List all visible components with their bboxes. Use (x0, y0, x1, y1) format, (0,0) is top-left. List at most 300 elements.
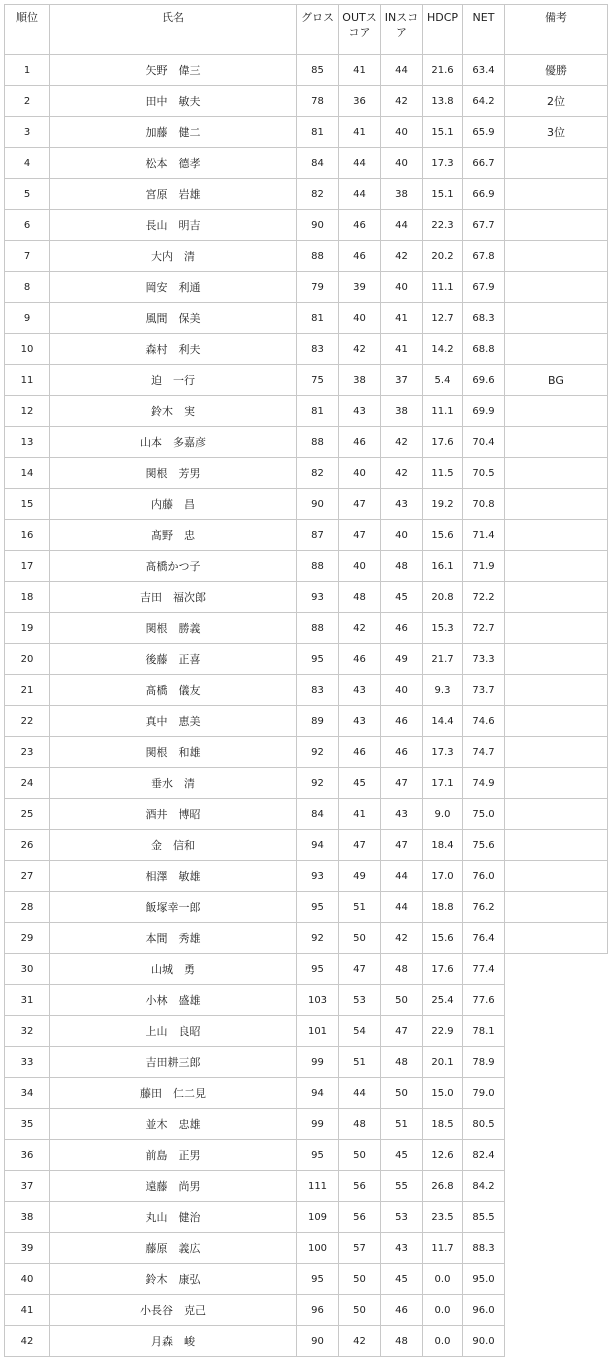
table-row (5, 861, 608, 892)
table-row (5, 830, 608, 861)
name-cell: 鈴木 康弘 (50, 1264, 297, 1295)
header-net: NET (463, 5, 505, 55)
table-row (5, 241, 608, 272)
out-score-cell: 47 (339, 830, 381, 861)
rank-cell: 21 (5, 675, 50, 706)
note-cell (505, 272, 608, 303)
in-score-cell: 48 (381, 1326, 423, 1357)
in-score-cell: 45 (381, 1140, 423, 1171)
out-score-cell: 39 (339, 272, 381, 303)
note-cell (505, 241, 608, 272)
out-score-cell: 50 (339, 1140, 381, 1171)
net-cell: 70.4 (463, 427, 505, 458)
net-cell: 77.4 (463, 954, 505, 985)
out-score-cell: 46 (339, 427, 381, 458)
rank-cell: 16 (5, 520, 50, 551)
in-score-cell: 50 (381, 1078, 423, 1109)
net-cell: 76.0 (463, 861, 505, 892)
rank-cell: 12 (5, 396, 50, 427)
name-cell: 小長谷 克己 (50, 1295, 297, 1326)
name-cell: 髙橋 儀友 (50, 675, 297, 706)
rank-cell: 34 (5, 1078, 50, 1109)
rank-cell: 28 (5, 892, 50, 923)
in-score-cell: 48 (381, 551, 423, 582)
hdcp-cell: 9.0 (423, 799, 463, 830)
out-score-cell: 44 (339, 1078, 381, 1109)
rank-cell: 6 (5, 210, 50, 241)
table-row (5, 210, 608, 241)
out-score-cell: 42 (339, 1326, 381, 1357)
rank-cell: 36 (5, 1140, 50, 1171)
hdcp-cell: 15.6 (423, 923, 463, 954)
out-score-cell: 47 (339, 489, 381, 520)
rank-cell: 17 (5, 551, 50, 582)
table-row (5, 768, 608, 799)
net-cell: 67.9 (463, 272, 505, 303)
gross-cell: 78 (297, 86, 339, 117)
net-cell: 96.0 (463, 1295, 505, 1326)
hdcp-cell: 12.6 (423, 1140, 463, 1171)
gross-cell: 96 (297, 1295, 339, 1326)
net-cell: 76.4 (463, 923, 505, 954)
note-cell (505, 861, 608, 892)
net-cell: 82.4 (463, 1140, 505, 1171)
out-score-cell: 50 (339, 1264, 381, 1295)
gross-cell: 101 (297, 1016, 339, 1047)
hdcp-cell: 26.8 (423, 1171, 463, 1202)
table-row (5, 675, 608, 706)
in-score-cell: 41 (381, 303, 423, 334)
note-cell (505, 1078, 608, 1109)
table-row (5, 520, 608, 551)
note-cell (505, 1047, 608, 1078)
note-cell (505, 1109, 608, 1140)
note-cell (505, 923, 608, 954)
table-row (5, 272, 608, 303)
name-cell: 山本 多嘉彦 (50, 427, 297, 458)
rank-cell: 35 (5, 1109, 50, 1140)
note-cell (505, 954, 608, 985)
hdcp-cell: 9.3 (423, 675, 463, 706)
in-score-cell: 45 (381, 1264, 423, 1295)
gross-cell: 94 (297, 830, 339, 861)
gross-cell: 100 (297, 1233, 339, 1264)
rank-cell: 18 (5, 582, 50, 613)
note-cell (505, 1295, 608, 1326)
out-score-cell: 40 (339, 551, 381, 582)
rank-cell: 3 (5, 117, 50, 148)
table-row (5, 1109, 608, 1140)
table-row (5, 985, 608, 1016)
net-cell: 66.9 (463, 179, 505, 210)
net-cell: 73.7 (463, 675, 505, 706)
note-cell (505, 1326, 608, 1357)
hdcp-cell: 17.6 (423, 954, 463, 985)
gross-cell: 82 (297, 458, 339, 489)
results-body (5, 55, 608, 1357)
name-cell: 鈴木 実 (50, 396, 297, 427)
out-score-cell: 46 (339, 737, 381, 768)
gross-cell: 95 (297, 892, 339, 923)
out-score-cell: 49 (339, 861, 381, 892)
in-score-cell: 38 (381, 179, 423, 210)
out-score-cell: 41 (339, 117, 381, 148)
out-score-cell: 42 (339, 613, 381, 644)
net-cell: 67.7 (463, 210, 505, 241)
header-in-score: INスコア (381, 5, 423, 55)
table-row (5, 1047, 608, 1078)
gross-cell: 95 (297, 1264, 339, 1295)
hdcp-cell: 21.6 (423, 55, 463, 86)
hdcp-cell: 18.4 (423, 830, 463, 861)
net-cell: 75.6 (463, 830, 505, 861)
table-row (5, 1202, 608, 1233)
out-score-cell: 41 (339, 799, 381, 830)
note-cell (505, 179, 608, 210)
net-cell: 64.2 (463, 86, 505, 117)
out-score-cell: 46 (339, 210, 381, 241)
net-cell: 70.5 (463, 458, 505, 489)
name-cell: 前島 正男 (50, 1140, 297, 1171)
name-cell: 関根 勝義 (50, 613, 297, 644)
header-rank: 順位 (5, 5, 50, 55)
note-cell: BG (505, 365, 608, 396)
table-row (5, 1326, 608, 1357)
out-score-cell: 50 (339, 923, 381, 954)
net-cell: 84.2 (463, 1171, 505, 1202)
name-cell: 藤原 義広 (50, 1233, 297, 1264)
table-row (5, 582, 608, 613)
net-cell: 74.9 (463, 768, 505, 799)
hdcp-cell: 15.3 (423, 613, 463, 644)
name-cell: 並木 忠雄 (50, 1109, 297, 1140)
rank-cell: 14 (5, 458, 50, 489)
gross-cell: 83 (297, 334, 339, 365)
name-cell: 藤田 仁二見 (50, 1078, 297, 1109)
gross-cell: 93 (297, 861, 339, 892)
in-score-cell: 50 (381, 985, 423, 1016)
out-score-cell: 43 (339, 396, 381, 427)
gross-cell: 90 (297, 1326, 339, 1357)
rank-cell: 33 (5, 1047, 50, 1078)
rank-cell: 2 (5, 86, 50, 117)
name-cell: 月森 峻 (50, 1326, 297, 1357)
in-score-cell: 42 (381, 241, 423, 272)
gross-cell: 88 (297, 427, 339, 458)
out-score-cell: 54 (339, 1016, 381, 1047)
table-row (5, 458, 608, 489)
hdcp-cell: 23.5 (423, 1202, 463, 1233)
gross-cell: 81 (297, 396, 339, 427)
name-cell: 真中 恵美 (50, 706, 297, 737)
name-cell: 髙橋かつ子 (50, 551, 297, 582)
note-cell (505, 799, 608, 830)
table-row (5, 179, 608, 210)
table-row (5, 892, 608, 923)
out-score-cell: 45 (339, 768, 381, 799)
hdcp-cell: 11.1 (423, 396, 463, 427)
gross-cell: 83 (297, 675, 339, 706)
name-cell: 小林 盛雄 (50, 985, 297, 1016)
net-cell: 66.7 (463, 148, 505, 179)
net-cell: 68.3 (463, 303, 505, 334)
in-score-cell: 55 (381, 1171, 423, 1202)
gross-cell: 90 (297, 489, 339, 520)
gross-cell: 85 (297, 55, 339, 86)
hdcp-cell: 12.7 (423, 303, 463, 334)
name-cell: 長山 明吉 (50, 210, 297, 241)
note-cell (505, 458, 608, 489)
name-cell: 髙野 忠 (50, 520, 297, 551)
hdcp-cell: 13.8 (423, 86, 463, 117)
hdcp-cell: 16.1 (423, 551, 463, 582)
note-cell (505, 613, 608, 644)
gross-cell: 99 (297, 1047, 339, 1078)
table-row (5, 334, 608, 365)
note-cell (505, 396, 608, 427)
hdcp-cell: 14.4 (423, 706, 463, 737)
gross-cell: 81 (297, 303, 339, 334)
note-cell (505, 520, 608, 551)
note-cell (505, 551, 608, 582)
in-score-cell: 43 (381, 489, 423, 520)
hdcp-cell: 11.1 (423, 272, 463, 303)
table-row (5, 427, 608, 458)
table-row (5, 1233, 608, 1264)
table-row (5, 613, 608, 644)
gross-cell: 92 (297, 737, 339, 768)
name-cell: 関根 芳男 (50, 458, 297, 489)
net-cell: 74.7 (463, 737, 505, 768)
rank-cell: 26 (5, 830, 50, 861)
table-row (5, 396, 608, 427)
rank-cell: 23 (5, 737, 50, 768)
gross-cell: 88 (297, 241, 339, 272)
name-cell: 矢野 偉三 (50, 55, 297, 86)
rank-cell: 30 (5, 954, 50, 985)
table-row (5, 799, 608, 830)
note-cell: 3位 (505, 117, 608, 148)
rank-cell: 40 (5, 1264, 50, 1295)
in-score-cell: 42 (381, 427, 423, 458)
net-cell: 74.6 (463, 706, 505, 737)
rank-cell: 19 (5, 613, 50, 644)
net-cell: 77.6 (463, 985, 505, 1016)
in-score-cell: 44 (381, 55, 423, 86)
hdcp-cell: 17.1 (423, 768, 463, 799)
name-cell: 大内 清 (50, 241, 297, 272)
out-score-cell: 38 (339, 365, 381, 396)
hdcp-cell: 15.1 (423, 117, 463, 148)
out-score-cell: 47 (339, 954, 381, 985)
out-score-cell: 42 (339, 334, 381, 365)
rank-cell: 22 (5, 706, 50, 737)
net-cell: 69.6 (463, 365, 505, 396)
hdcp-cell: 15.0 (423, 1078, 463, 1109)
name-cell: 加藤 健二 (50, 117, 297, 148)
rank-cell: 1 (5, 55, 50, 86)
gross-cell: 95 (297, 644, 339, 675)
note-cell (505, 334, 608, 365)
in-score-cell: 38 (381, 396, 423, 427)
out-score-cell: 43 (339, 675, 381, 706)
name-cell: 田中 敏夫 (50, 86, 297, 117)
name-cell: 宮原 岩雄 (50, 179, 297, 210)
rank-cell: 39 (5, 1233, 50, 1264)
net-cell: 71.9 (463, 551, 505, 582)
out-score-cell: 40 (339, 303, 381, 334)
gross-cell: 109 (297, 1202, 339, 1233)
net-cell: 76.2 (463, 892, 505, 923)
in-score-cell: 40 (381, 675, 423, 706)
in-score-cell: 48 (381, 954, 423, 985)
hdcp-cell: 17.3 (423, 737, 463, 768)
net-cell: 69.9 (463, 396, 505, 427)
table-row (5, 706, 608, 737)
table-row (5, 148, 608, 179)
gross-cell: 90 (297, 210, 339, 241)
gross-cell: 95 (297, 954, 339, 985)
note-cell (505, 985, 608, 1016)
table-row (5, 954, 608, 985)
net-cell: 71.4 (463, 520, 505, 551)
hdcp-cell: 0.0 (423, 1264, 463, 1295)
hdcp-cell: 18.5 (423, 1109, 463, 1140)
results-table (4, 4, 608, 1357)
hdcp-cell: 25.4 (423, 985, 463, 1016)
in-score-cell: 40 (381, 148, 423, 179)
in-score-cell: 40 (381, 520, 423, 551)
out-score-cell: 51 (339, 892, 381, 923)
net-cell: 72.2 (463, 582, 505, 613)
out-score-cell: 40 (339, 458, 381, 489)
note-cell (505, 737, 608, 768)
rank-cell: 9 (5, 303, 50, 334)
gross-cell: 87 (297, 520, 339, 551)
table-row (5, 737, 608, 768)
name-cell: 垂水 清 (50, 768, 297, 799)
hdcp-cell: 11.5 (423, 458, 463, 489)
hdcp-cell: 22.9 (423, 1016, 463, 1047)
net-cell: 78.1 (463, 1016, 505, 1047)
name-cell: 迫 一行 (50, 365, 297, 396)
gross-cell: 88 (297, 613, 339, 644)
note-cell (505, 892, 608, 923)
table-row (5, 86, 608, 117)
rank-cell: 24 (5, 768, 50, 799)
out-score-cell: 36 (339, 86, 381, 117)
rank-cell: 5 (5, 179, 50, 210)
rank-cell: 7 (5, 241, 50, 272)
table-row (5, 923, 608, 954)
rank-cell: 29 (5, 923, 50, 954)
net-cell: 78.9 (463, 1047, 505, 1078)
name-cell: 松本 德孝 (50, 148, 297, 179)
in-score-cell: 51 (381, 1109, 423, 1140)
hdcp-cell: 21.7 (423, 644, 463, 675)
table-row (5, 55, 608, 86)
hdcp-cell: 5.4 (423, 365, 463, 396)
name-cell: 酒井 博昭 (50, 799, 297, 830)
out-score-cell: 48 (339, 582, 381, 613)
hdcp-cell: 15.6 (423, 520, 463, 551)
rank-cell: 41 (5, 1295, 50, 1326)
out-score-cell: 57 (339, 1233, 381, 1264)
in-score-cell: 44 (381, 861, 423, 892)
gross-cell: 94 (297, 1078, 339, 1109)
net-cell: 85.5 (463, 1202, 505, 1233)
note-cell (505, 675, 608, 706)
note-cell (505, 582, 608, 613)
net-cell: 72.7 (463, 613, 505, 644)
hdcp-cell: 22.3 (423, 210, 463, 241)
in-score-cell: 37 (381, 365, 423, 396)
gross-cell: 81 (297, 117, 339, 148)
header-name: 氏名 (50, 5, 297, 55)
hdcp-cell: 0.0 (423, 1295, 463, 1326)
rank-cell: 32 (5, 1016, 50, 1047)
name-cell: 丸山 健治 (50, 1202, 297, 1233)
gross-cell: 84 (297, 799, 339, 830)
note-cell (505, 644, 608, 675)
gross-cell: 82 (297, 179, 339, 210)
gross-cell: 92 (297, 923, 339, 954)
name-cell: 本間 秀雄 (50, 923, 297, 954)
in-score-cell: 47 (381, 1016, 423, 1047)
table-row (5, 1140, 608, 1171)
out-score-cell: 44 (339, 179, 381, 210)
rank-cell: 42 (5, 1326, 50, 1357)
table-row (5, 1171, 608, 1202)
note-cell (505, 1233, 608, 1264)
note-cell (505, 1140, 608, 1171)
gross-cell: 88 (297, 551, 339, 582)
note-cell: 優勝 (505, 55, 608, 86)
note-cell (505, 768, 608, 799)
out-score-cell: 44 (339, 148, 381, 179)
out-score-cell: 43 (339, 706, 381, 737)
name-cell: 吉田 福次郎 (50, 582, 297, 613)
hdcp-cell: 0.0 (423, 1326, 463, 1357)
rank-cell: 37 (5, 1171, 50, 1202)
out-score-cell: 50 (339, 1295, 381, 1326)
table-row (5, 551, 608, 582)
in-score-cell: 47 (381, 830, 423, 861)
table-row (5, 365, 608, 396)
name-cell: 風間 保美 (50, 303, 297, 334)
name-cell: 飯塚幸一郎 (50, 892, 297, 923)
name-cell: 相澤 敏雄 (50, 861, 297, 892)
rank-cell: 8 (5, 272, 50, 303)
gross-cell: 92 (297, 768, 339, 799)
out-score-cell: 46 (339, 241, 381, 272)
rank-cell: 4 (5, 148, 50, 179)
note-cell (505, 148, 608, 179)
rank-cell: 20 (5, 644, 50, 675)
net-cell: 79.0 (463, 1078, 505, 1109)
name-cell: 遠藤 尚男 (50, 1171, 297, 1202)
rank-cell: 27 (5, 861, 50, 892)
in-score-cell: 47 (381, 768, 423, 799)
name-cell: 関根 和雄 (50, 737, 297, 768)
out-score-cell: 46 (339, 644, 381, 675)
in-score-cell: 42 (381, 458, 423, 489)
gross-cell: 99 (297, 1109, 339, 1140)
in-score-cell: 42 (381, 923, 423, 954)
out-score-cell: 51 (339, 1047, 381, 1078)
in-score-cell: 46 (381, 1295, 423, 1326)
gross-cell: 89 (297, 706, 339, 737)
